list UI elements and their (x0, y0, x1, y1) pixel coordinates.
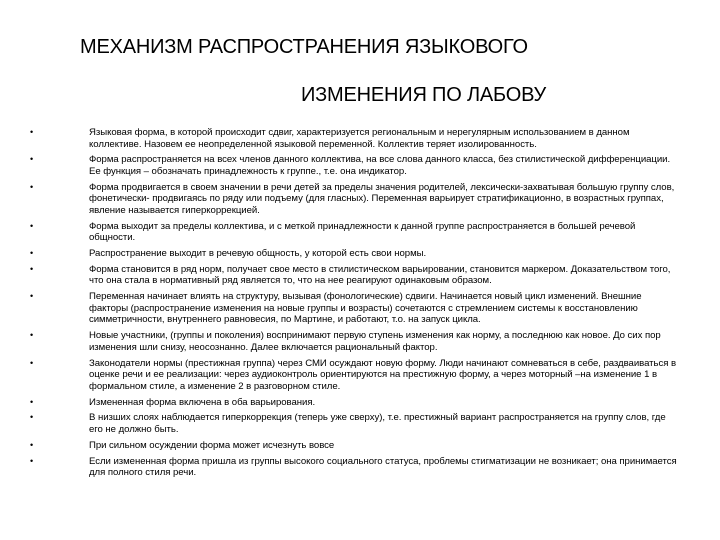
bullet-dot-icon: • (30, 181, 34, 192)
bullet-dot-icon: • (30, 396, 34, 407)
bullet-text: Языковая форма, в которой происходит сдвиг, характеризуется региональным и нерегулярным использованием в данном коллективе. Назовем ее неопределенной языковой переменной. Коллектив теряет изолированность. (89, 127, 630, 150)
bullet-item (28, 397, 680, 409)
bullet-text: При сильном осуждении форма может исчезнуть вовсе (89, 439, 335, 451)
bullet-item (28, 154, 680, 177)
bullet-text: Если измененная форма пришла из группы высокого социального статуса, проблемы стигматизации не возникает; она принимается для полного стиля речи. (89, 455, 677, 479)
bullet-dot-icon: • (30, 330, 34, 341)
bullet-item (28, 264, 680, 287)
bullet-dot-icon: • (30, 220, 34, 231)
bullet-dot-icon: • (30, 248, 34, 259)
bullet-text: Форма продвигается в своем значении в речи детей за пределы значения родителей, лексически-захватывая большую группу слов, фонетически- продвигаясь по ряду или подъему (для гласных). Переменная варьирует стратификационно, в возрастных группах, явление называется гиперкоррекцией. (89, 181, 675, 216)
bullet-item (28, 440, 680, 452)
bullet-item (28, 127, 680, 150)
bullet-text: Измененная форма включена в оба варьирования. (89, 396, 316, 408)
bullet-list (28, 127, 680, 483)
bullet-dot-icon: • (30, 455, 34, 466)
bullet-dot-icon: • (30, 263, 34, 274)
bullet-item (28, 182, 680, 217)
bullet-text: В низших слоях наблюдается гиперкоррекция (теперь уже сверху), т.е. престижный вариант распространяется на группу слов, где его не должно быть. (89, 412, 666, 435)
bullet-dot-icon: • (30, 127, 34, 137)
bullet-text: Переменная начинает влиять на структуру, вызывая (фонологические) сдвиги. Начинается новый цикл изменений. Внешние факторы (распространение изменения на новые группы и возрасты) сочетаются с стремлением системы к восстановлению симметричности, внутреннего равновесия, по Мартине, и работают, т.о. на запуск цикла. (89, 291, 642, 326)
bullet-item (28, 412, 680, 435)
bullet-item (28, 221, 680, 244)
slide-title-line-1: МЕХАНИЗМ РАСПРОСТРАНЕНИЯ ЯЗЫКОВОГО (80, 36, 528, 58)
bullet-text: Распространение выходит в речевую общность, у которой есть свои нормы. (89, 248, 427, 260)
bullet-text: Форма становится в ряд норм, получает свое место в стилистическом варьировании, становится маркером. Доказательством того, что она стала в нормативный ряд является то, что на нее реагируют одинаковым образом. (89, 263, 671, 287)
bullet-item (28, 248, 680, 260)
bullet-dot-icon: • (30, 412, 34, 423)
slide-title-line-2: ИЗМЕНЕНИЯ ПО ЛАБОВУ (301, 84, 547, 106)
bullet-text: Новые участники, (группы и поколения) воспринимают первую ступень изменения как норму, а последнюю как новое. До сих пор изменения шли снизу, неосознанно. Далее включается рациональный фактор. (89, 330, 661, 353)
bullet-text: Законодатели нормы (престижная группа) через СМИ осуждают новую форму. Люди начинают сомневаться в себе, раздваиваться в оценке речи и ее реализации: через аудиоконтроль ориентируются на престижную форму, а через моторный –на изменение 1 в формальном стиле, а изменение 2 в разговорном стиле. (89, 357, 677, 392)
bullet-item (28, 330, 680, 353)
bullet-item (28, 456, 680, 479)
bullet-dot-icon: • (30, 357, 34, 368)
bullet-item (28, 358, 680, 393)
bullet-dot-icon: • (30, 291, 34, 302)
bullet-dot-icon: • (30, 439, 34, 450)
bullet-text: Форма распространяется на всех членов данного коллектива, на все слова данного класса, без стилистической дифференциации. Ее функция – обозначать принадлежность к группе., т.е. она индикатор. (89, 154, 671, 177)
bullet-item (28, 291, 680, 326)
bullet-dot-icon: • (30, 154, 34, 165)
bullet-text: Форма выходит за пределы коллектива, и с меткой принадлежности к данной группе распространяется в большей речевой общности. (89, 220, 636, 244)
